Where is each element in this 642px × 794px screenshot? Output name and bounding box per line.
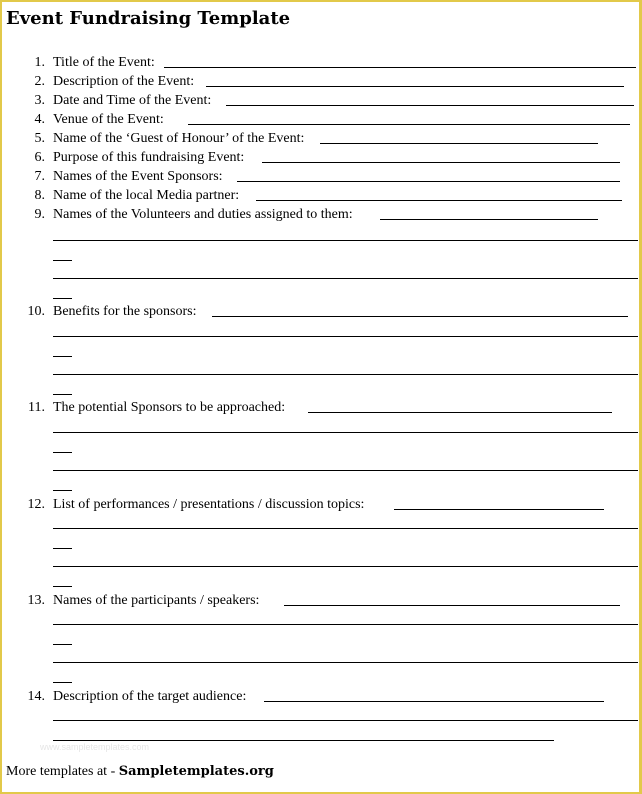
answer-field-line[interactable] bbox=[237, 181, 620, 182]
answer-field-line[interactable] bbox=[53, 490, 72, 491]
item-label: Benefits for the sponsors: bbox=[53, 304, 197, 319]
page-title: Event Fundraising Template bbox=[6, 8, 291, 29]
answer-field-line[interactable] bbox=[264, 701, 604, 702]
answer-field-line[interactable] bbox=[53, 470, 638, 471]
item-number: 1. bbox=[34, 55, 45, 70]
form-item-9 bbox=[0, 206, 640, 224]
answer-field-line[interactable] bbox=[53, 548, 72, 549]
item-number: 7. bbox=[34, 169, 45, 184]
item-number: 13. bbox=[27, 593, 45, 608]
answer-field-line[interactable] bbox=[53, 336, 638, 337]
answer-field-line[interactable] bbox=[206, 86, 624, 87]
item-number: 2. bbox=[34, 74, 45, 89]
answer-field-line[interactable] bbox=[53, 720, 638, 721]
form-item-13 bbox=[0, 592, 640, 610]
item-number: 11. bbox=[28, 400, 45, 415]
item-label: Venue of the Event: bbox=[53, 112, 164, 127]
item-number: 9. bbox=[34, 207, 45, 222]
answer-field-line[interactable] bbox=[53, 240, 638, 241]
answer-field-line[interactable] bbox=[53, 566, 638, 567]
answer-field-line[interactable] bbox=[308, 412, 612, 413]
item-label: Title of the Event: bbox=[53, 55, 155, 70]
answer-field-line[interactable] bbox=[53, 278, 638, 279]
item-label: Name of the local Media partner: bbox=[53, 188, 240, 203]
item-label: List of performances / presentations / discussion topics: bbox=[53, 497, 365, 512]
answer-field-line[interactable] bbox=[53, 394, 72, 395]
answer-field-line[interactable] bbox=[53, 644, 72, 645]
footer-prefix: More templates at - bbox=[6, 764, 119, 779]
item-label: Name of the ‘Guest of Honour’ of the Event: bbox=[53, 131, 305, 146]
answer-field-line[interactable] bbox=[53, 586, 72, 587]
answer-field-line[interactable] bbox=[320, 143, 598, 144]
answer-field-line[interactable] bbox=[53, 260, 72, 261]
answer-field-line[interactable] bbox=[53, 662, 638, 663]
item-number: 5. bbox=[34, 131, 45, 146]
form-item-7 bbox=[0, 168, 640, 186]
footer bbox=[6, 764, 274, 780]
form-item-3 bbox=[0, 92, 640, 110]
item-label: Names of the participants / speakers: bbox=[53, 593, 260, 608]
answer-field-line[interactable] bbox=[53, 528, 638, 529]
answer-field-line[interactable] bbox=[262, 162, 620, 163]
answer-field-line[interactable] bbox=[284, 605, 620, 606]
form-item-2 bbox=[0, 73, 640, 91]
item-label: Purpose of this fundraising Event: bbox=[53, 150, 245, 165]
form-item-12 bbox=[0, 496, 640, 514]
answer-field-line[interactable] bbox=[394, 509, 604, 510]
answer-field-line[interactable] bbox=[256, 200, 622, 201]
item-number: 3. bbox=[34, 93, 45, 108]
form-item-4 bbox=[0, 111, 640, 129]
item-number: 6. bbox=[34, 150, 45, 165]
answer-field-line[interactable] bbox=[53, 432, 638, 433]
answer-field-line[interactable] bbox=[53, 452, 72, 453]
answer-field-line[interactable] bbox=[226, 105, 634, 106]
item-label: Names of the Event Sponsors: bbox=[53, 169, 223, 184]
form-item-6 bbox=[0, 149, 640, 167]
answer-field-line[interactable] bbox=[53, 682, 72, 683]
item-number: 10. bbox=[27, 304, 45, 319]
answer-field-line[interactable] bbox=[53, 356, 72, 357]
answer-field-line[interactable] bbox=[212, 316, 628, 317]
answer-field-line[interactable] bbox=[164, 67, 636, 68]
watermark-text: www.sampletemplates.com bbox=[40, 742, 150, 752]
item-label: Names of the Volunteers and duties assigned to them: bbox=[53, 207, 353, 222]
answer-field-line[interactable] bbox=[188, 124, 630, 125]
answer-field-line[interactable] bbox=[53, 740, 554, 741]
item-number: 8. bbox=[34, 188, 45, 203]
form-item-1 bbox=[0, 54, 640, 72]
item-label: Date and Time of the Event: bbox=[53, 93, 212, 108]
answer-field-line[interactable] bbox=[380, 219, 598, 220]
form-item-11 bbox=[0, 399, 640, 417]
form-item-5 bbox=[0, 130, 640, 148]
item-label: The potential Sponsors to be approached: bbox=[53, 400, 286, 415]
item-label: Description of the Event: bbox=[53, 74, 195, 89]
form-item-10 bbox=[0, 303, 640, 321]
answer-field-line[interactable] bbox=[53, 298, 72, 299]
footer-site-link[interactable]: Sampletemplates.org bbox=[118, 764, 274, 779]
item-label: Description of the target audience: bbox=[53, 689, 247, 704]
form-item-8 bbox=[0, 187, 640, 205]
item-number: 14. bbox=[27, 689, 45, 704]
answer-field-line[interactable] bbox=[53, 374, 638, 375]
form-item-14 bbox=[0, 688, 640, 706]
item-number: 12. bbox=[27, 497, 45, 512]
item-number: 4. bbox=[34, 112, 45, 127]
answer-field-line[interactable] bbox=[53, 624, 638, 625]
